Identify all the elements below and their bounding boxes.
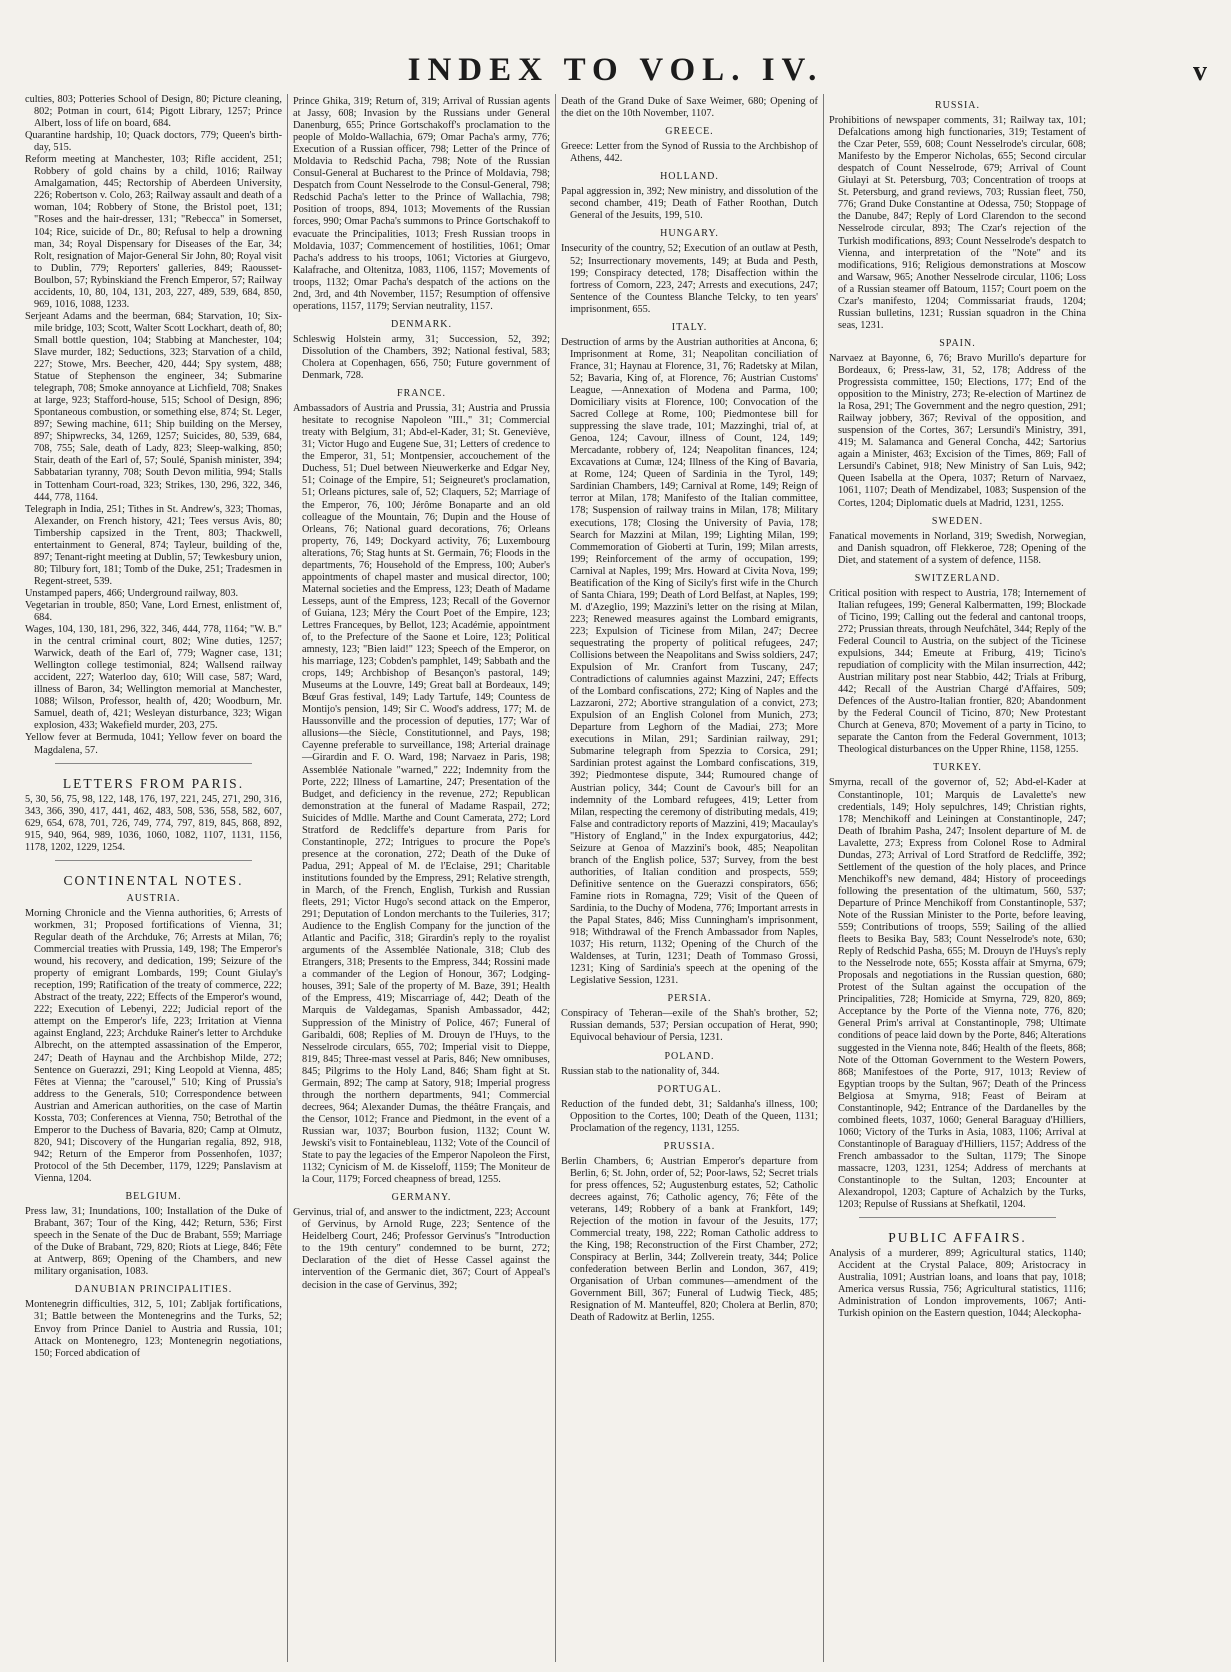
- section-divider: [859, 1217, 1056, 1218]
- heading-belgium: BELGIUM.: [125, 1191, 182, 1203]
- holland-entries: Papal aggression in, 392; New ministry, and dissolution of the second chamber, 419; Death of Father Roothan, Dutch General of the Jesuits, 199, 510.: [561, 186, 818, 222]
- heading-austria: AUSTRIA.: [126, 892, 181, 904]
- index-entry: Serjeant Adams and the beerman, 684; Starvation, 10; Six-mile bridge, 103; Scott, Walter Scott Lockhart, death of, 80; Small bottle question, 104; Stabbing at Manchester, 104; Slave murder, 182; Seductions, 323; Starvation of a child, 227; Stowe, Mrs. Beecher, 420, 444; Spy system, 488; Statue of Stephenson the engineer, 34; Submarine telegraph, 708; Smoke annoyance at Lichfield, 708; Snakes at large, 923; Stafford-house, 515; School of Design, 896; Spontaneous combustion, or something else, 874; St. Leger, 897; Sewing machine, 611; Ship building on the Mersey, 897; Shipwrecks, 34, 1269, 1257; Suicides, 80, 539, 684, 708, 755; Sale, death of Lady, 823; Sleep-walking, 850; Stair, death of the Earl of, 57; Soulé, Spanish minister, 394; Sabbatarian tyranny, 708; South Devon militia, 994; Stalls in Tottenham Court-road, 323; Strikes, 130, 296, 322, 346, 444, 778, 1164.: [25, 310, 282, 503]
- italy-entries: Destruction of arms by the Austrian authorities at Ancona, 6; Imprisonment at Rome, 31; Neapolitan conciliation of France, 31; Haynau at Florence, 31, 76; Radetsky at Milan, 52; Bavaria, King of, at Florence, 76; Austrian Customs' League, —Annexation of Modena and Parma, 100; Domiciliary visits at Florence, 100; Convocation of the Sacred College at Rome, 100; Piedmontese bill for suppressing the slave trade, 101; Mazzinghi, trial of, at Genoa, 124; Cavour, illness of Count, 124, 149; Mercadante, robbery of, 124; Neapolitan finances, 124; Excavations at Cumæ, 124; Illness of the King of Bavaria, at Rome, 124; Queen of Sardinia in the Tyrol, 149; Sardinian Chambers, 149; Carnival at Rome, 149; Reign of terror at Milan, 178; Manifesto of the Italian committee, 178; Suspension of railway trains in Milan, 178; Military executions, 178; Closing the University of Pavia, 178; Search for Mazzini at Milan, 199; Lighting Milan, 199; Commemoration of Gioberti at Turin, 199; Milan arrests, 199; Reinforcement of the army of occupation, 199; Carnival at Naples, 199; Mrs. Howard at Civita Nova, 199; Beatification of the King of Sicily's first wife in the Church of Santa Chiara, 199; Death of Lord Belfast, at Naples, 199; M. d'Azeglio, 199; Mazzini's letter on the rising at Milan, 223; Renewed measures against the Lombard emigrants, 223; Expulsion of Ticinese from Milan, 247; Decree sequestrating the property of political refugees, 247; Collisions between the Neapolitans and Swiss soldiers, 247; Expulsion of Mr. Cranfort from Tuscany, 247; Contradictions of calumnies against Mazzini, 247; Effects of the Lombard confiscations, 272; King of Naples and the Lazzaroni, 272; Abortive strangulation of a convict, 273; Expulsion of an English Colonel from Munich, 273; Departure from Leghorn of the Madiai, 273; More executions in Milan, 291; Sardinian railway, 291; Submarine telegraph from Spezzia to Corsica, 291; Sardinian protest against the Lombard confiscations, 319, 392; Piedmontese dispute, 344; Rumoured change of Austrian policy, 344; Count de Cavour's bill for an indemnity of the Lombard refugees, 419; Letter from Milan, respecting the ceremony of distributing medals, 419; False and contradictory reports of Mazzini, 419; Macaulay's "History of England," in the Index expurgatorius, 442; Seizure at Genoa of Mazzini's book, 485; Neapolitan branch of the English police, 537; Survey, from the best authorities, of Italian condition and prospects, 559; Definitive sentence on the Guerazzi conspirators, 656; Famine riots in Romagna, 729; Visit of the Queen of Sardinia, to the Duchy of Modena, 776; Important arrests in the Papal States, 846; Miss Cunningham's imprisonment, 918; Withdrawal of the French Ambassador from Naples, 1037; His return, 1132; Opening of the Church of the Waldenses, at Turin, 1231; Death of Tommaso Grossi, 1231; King of Sardinia's speech at the opening of the Legislative Session, 1231.: [561, 336, 818, 987]
- column-1: [20, 94, 287, 1662]
- sweden-entries: Fanatical movements in Norland, 319; Swedish, Norwegian, and Danish squadron, off Flekkeroe, 728; Opening of the Diet, and statement of a system of defence, 1158.: [829, 530, 1086, 566]
- spain-entries: Narvaez at Bayonne, 6, 76; Bravo Murillo's departure for Bordeaux, 6; Press-law, 31, 52, 178; Address of the Progressista committee, 150; Elections, 177; End of the opposition to the Ministry, 273; Re-election of Martinez de la Rosa, 291; The Government and the negro question, 291; Railway jobbery, 367; Revival of the opposition, and suspension of the Cortes, 367; Lersundi's Ministry, 391, 419; M. Salamanca and General Concha, 442; Sartorius again a Minister, 463; Excision of the Times, 869; Fall of Lersundi's Cabinet, 918; New Ministry of San Luis, 942; Queen Isabella at the Opera, 1037; Return of Narvaez, 1061, 1107; Death of Mendizabel, 1083; Suspension of the Cortes, 1204; Diplomatic duels at Madrid, 1231, 1255.: [829, 352, 1086, 509]
- heading-russia: RUSSIA.: [934, 100, 981, 111]
- letters-page-list: 5, 30, 56, 75, 98, 122, 148, 176, 197, 221, 245, 271, 290, 316, 343, 366, 390, 417, 441, 462, 483, 508, 536, 558, 582, 607, 629, 654, 678, 701, 726, 749, 774, 797, 819, 845, 868, 892, 915, 940, 964, 989, 1036, 1060, 1082, 1107, 1131, 1156, 1178, 1202, 1229, 1254.: [25, 793, 282, 853]
- index-entry: Wages, 104, 130, 181, 296, 322, 346, 444, 778, 1164; "W. B." in the central criminal court, 802; Wine duties, 1257; Warwick, death of the Earl of, 779; Wagner case, 131; Wellington college testimonial, 824; Wallsend railway accident, 227; Waterloo day, 610; Will case, 587; Ward, illness of Baron, 34; Wellington memorial at Manchester, 1088; Wilson, Professor, health of, 420; Woodburn, Mr. Samuel, death of, 421; Wesleyan disturbance, 323; Wigan explosion, 433; Wakefield murder, 203, 275.: [25, 624, 282, 732]
- heading-holland: HOLLAND.: [660, 171, 719, 183]
- denmark-entries: Schleswig Holstein army, 31; Succession, 52, 392; Dissolution of the Chambers, 392; National festival, 583; Cholera at Copenhagen, 656, 750; Future government of Denmark, 728.: [293, 333, 550, 382]
- france-entries: Ambassadors of Austria and Prussia, 31; Austria and Prussia hesitate to recognise Napoleon "III.," 31; Commercial treaty with Belgium, 31; Abd-el-Kader, 31; St. Geneviève, 31; Victor Hugo and Eugene Sue, 31; Letters of credence to the Emperor, 31, 51; Montpensier, accouchement of the Duchess, 51; Duel between Nieuwerkerke and Edgar Ney, 51; Coinage of the Empire, 51; Seigneuret's proclamation, 51; Orleans pictures, sale of, 52; Claquers, 52; Marriage of the Emperor, 76, 100; Jérôme Bonaparte and an old colleague of the Mountain, 76; Dupin and the House of Orleans, 76; National guard decorations, 76; Orleans property, 76, 149; Dockyard activity, 76; Luxembourg alterations, 76; Stag hunts at St. Germain, 76; Floods in the departments, 76; Household of the Empress, 100; Auber's appointments of chapel master and musical director, 100; Maternal societies and the Empress, 123; Death of Madame Lesseps, aunt of the Empress, 123; Recall of the Governor of Guiana, 123; Méry the Court Poet of the Empire, 123; Lettres Franceques, by Bellot, 123; Académie, appointment of, to the Prefecture of the Saone et Loire, 123; Political amnesty, 123; "Bien laid!" 123; Speech of the Emperor, on his marriage, 123; Cobden's pamphlet, 149; Sabbath and the crops, 149; Archbishop of Besançon's pastoral, 149; Museums at the Louvre, 149; Great ball at Bordeaux, 149; Bœuf Gras festival, 149; Lady Tartufe, 149; Countess de Montijo's pension, 149; Sir C. Wood's address, 177; M. de Haussonville and the procession of deputies, 177; War of allusions—the Siècle, Constitutionnel, and Pays, 198; Cayenne preferable to surveillance, 198; Arterial drainage—Girardin and F. O. Ward, 198; Narvaez in Paris, 198; Assemblée Nationale "warned," 222; Indemnity from the Porte, 222; Illness of Lamartine, 247; Presentation of the Budget, and deficiency in the revenue, 272; Republican demonstration at the funeral of Madame Raspail, 272; Suicides of Mdlle. Marthe and Count Camerata, 272; Lord Stratford de Redcliffe's departure from Paris for Constantinople, 272; Intrigues to procure the Pope's presence at the coronation, 272; Death of the Duke of Padua, 291; Appeal of M. de l'Eclaise, 291; Charitable institutions founded by the Empress, 291; Relative strength, in March, of the French, English, Turkish and Russian fleets, 291; Victor Hugo's second attack on the Emperor, 291; Deputation of London merchants to the Tuileries, 317; Audience to the English Company for the junction of the Atlantic and Pacific, 318; Girardin's reply to the royalist arguments of the Assemblée Nationale, 318; Club des Etrangers, 318; Presents to the Empress, 344; Rossini made a commander of the Legion of Honour, 367; Lodging-houses, 391; Sale of the property of M. Baze, 391; Health of the Empress, 419; Miscarriage of, 442; Death of the Marquis de Valdegamas, Spanish Ambassador, 442; Suppression of the Ministry of Police, 467; Funeral of Garibaldi, 608; Replies of M. Drouyn de l'Huys, to the Nesselrode circulars, 655, 702; Imperial visit to Dieppe, 819, 845; Three-mast vessel at Paris, 846; New omnibuses, 845; Pilgrims to the Holy Land, 846; Sham fight at St. Germain, 892; The camp at Satory, 918; Imperial progress through the northern departments, 941; Commercial decrees, 964; Alexander Dumas, the théâtre Français, and the Censor, 1012; France and Piedmont, in the event of a Russian war, 1037; Bourbon fusion, 1132; Count W. Jewski's visit to Fontainebleau, 1132; Vote of the Council of State to pay the legacies of the Emperor Napoleon the First, 1132; Cynicism of M. de Kisseloff, 1159; The Moniteur de la Cour, 1179; Forced cheapness of bread, 1255.: [293, 403, 550, 1186]
- heading-france: FRANCE.: [397, 388, 446, 400]
- section-divider: [55, 763, 252, 764]
- heading-prussia: PRUSSIA.: [663, 1140, 716, 1152]
- public-affairs-entries: Analysis of a murderer, 899; Agricultural statics, 1140; Accident at the Crystal Palace, 809; Aristocracy in Australia, 1091; Austrian loans, and loans that pay, 1018; America versus Russia, 756; Agricultural statistics, 1116; Administration of London improvements, 1067; Anti-Turkish opinion on the Eastern question, 1044; Aleckopha-: [829, 1248, 1086, 1320]
- heading-portugal: PORTUGAL.: [657, 1083, 722, 1095]
- heading-italy: ITALY.: [671, 321, 708, 333]
- column-3: [555, 94, 823, 1662]
- index-entry: Unstamped papers, 466; Underground railway, 803.: [25, 587, 239, 599]
- page-header: [20, 52, 1211, 92]
- heading-turkey: TURKEY.: [933, 762, 982, 774]
- index-entry: Vegetarian in trouble, 850; Vane, Lord Ernest, enlistment of, 684.: [25, 599, 282, 624]
- heading-hungary: HUNGARY.: [660, 228, 719, 240]
- poland-entries: Russian stab to the nationality of, 344.: [561, 1065, 720, 1077]
- heading-continental-notes: CONTINENTAL NOTES.: [63, 872, 244, 888]
- column-2: [287, 94, 555, 1662]
- germany-entries: Gervinus, trial of, and answer to the indictment, 223; Account of Gervinus, by Arnold Ruge, 223; Sentence of the Heidelberg Court, 246; Professor Gervinus's "Introduction to the 19th century" condemned to be burnt, 272; Declaration of the diet of Hesse Cassel against the intervention of the Germanic diet, 367; Court of Appeal's decision in the case of Gervinus, 392;: [293, 1207, 550, 1291]
- index-entry: Telegraph in India, 251; Tithes in St. Andrew's, 323; Thomas, Alexander, on French history, 421; Tees versus Avis, 80; Timbership capsized in the Trent, 803; Thackwell, entertainment to General, 874; Tayleur, building of the, 897; Tenant-right meeting at Dublin, 57; Tewkesbury union, 80; Tilbury fort, 181; Tomb of the Duke, 251; Tradesmen in Regent-street, 539.: [25, 503, 282, 587]
- portugal-entries: Reduction of the funded debt, 31; Saldanha's illness, 100; Opposition to the Cortes, 100; Death of the Queen, 1131; Proclamation of the regency, 1131, 1255.: [561, 1098, 818, 1134]
- heading-persia: PERSIA.: [667, 993, 712, 1005]
- heading-sweden: SWEDEN.: [931, 515, 984, 527]
- column-4: [823, 94, 1091, 1662]
- belgium-entries: Press law, 31; Inundations, 100; Installation of the Duke of Brabant, 367; Tour of the King, 442; Return, 536; First speech in the Senate of the Duc de Brabant, 559; Marriage of the Duke of Brabant, 729, 820; Riots at Liege, 846; Fête at Antwerp, 869; Opening of the Chambers, and new military organisation, 1083.: [25, 1206, 282, 1278]
- turkey-entries: Smyrna, recall of the governor of, 52; Abd-el-Kader at Constantinople, 101; Marquis de Lavalette's new credentials, 149; Holy sepulchres, 149; Christian rights, 178; Menchikoff and Leiningen at Constantinople, 247; Death of Ibrahim Pasha, 247; Insolent departure of M. de Lavalette, 273; Express from Colonel Rose to Admiral Dundas, 273; Arrival of Lord Stratford de Redcliffe, 392; Settlement of the question of the holy places, and Prince Menchikoff's new demand, 484; History of proceedings following the presentation of the ultimatum, 560, 537; Departure of Prince Menchikoff from Constantinople, 537; Note of the Russian Minister to the Porte, before leaving, 559; Contributions of troops, 559; Sailing of the allied fleets to Besika Bay, 583; Count Nesselrode's note, 630; Reply of Redschid Pasha, 655; M. Drouyn de l'Huys's reply to the Nesselrode note, 655; Kossta affair at Smyrna, 679; Proposals and negotiations in the Russian question, 680; Protest of the Sultan against the occupation of the Principalities, 728; Homicide at Smyrna, 729, 820, 869; Acceptance by the Porte of the Vienna note, 776, 820; General Prim's arrival at Constantinople, 798; Ultimate conditions of peace laid down by the Porte, 846; Alterations suggested in the Vienna note, 846; Health of the fleets, 868; Note of the Ottoman Government to the Western Powers, 868; Manifestoes of the Porte, 917, 1013; Review of Egyptian troops by the Sultan, 967; Death of the Princess Belgiosa at Smyrna, 918; Feast of Beiram at Constantinople, 942; Entrance of the Dardanelles by the combined fleets, 1037, 1060; General Baraguay d'Hilliers, 1060; Victory of the Turks in Asia, 1083, 1106; Arrival at Constantinople of Baraguay d'Hilliers, 1157; Address of the French ambassador to the Sultan, 1179; The Sinope massacre, 1203, 1231, 1254; Address of merchants at Constantinople to the Sultan, 1203; Encounter at Alexandropol, 1203; Capture of Achalzich by the Turks, 1203; Repulse of Russians at Shefkatil, 1204.: [829, 777, 1086, 1211]
- heading-danubian-principalities: DANUBIAN PRINCIPALITIES.: [74, 1284, 233, 1296]
- page-number: v: [1193, 56, 1207, 87]
- greece-entries: Greece: Letter from the Synod of Russia to the Archbishop of Athens, 442.: [561, 141, 818, 165]
- index-entry: culties, 803; Potteries School of Design, 80; Picture cleaning, 802; Potman in court, 614; Pigott Library, 1257; Prince Albert, loss of life on board, 684.: [25, 94, 282, 130]
- section-divider: [55, 860, 252, 861]
- index-entry: Quarantine hardship, 10; Quack doctors, 779; Queen's birth-day, 515.: [25, 130, 282, 154]
- germany-entries-continued: Death of the Grand Duke of Saxe Weimer, 680; Opening of the diet on the 10th November, 1107.: [561, 96, 818, 120]
- heading-poland: POLAND.: [664, 1050, 715, 1062]
- russia-entries: Prohibitions of newspaper comments, 31; Railway tax, 101; Defalcations among high functionaries, 319; Testament of the Czar Peter, 559, 608; Count Nesselrode's circular, 608; Manifesto by the Emperor Nicholas, 655; Second circular despatch of Count Nesselrode, 679; Arrival of Count Giulayi at St. Petersburg, 703; Concentration of troops at St. Petersburg, and grand reviews, 703; Russian fleet, 750, 776; Grand Duke Constantine at Odessa, 750; Stoppage of the Danube, 847; Reply of Lord Clarendon to the second Nesselrode circular, 893; The Czar's rejection of the Turkish modifications, 893; Count Nesselrode's despatch to Vienna, and interpretation of the "Note" and its modifications, 916; Religious demonstrations at Moscow and Warsaw, 965; Another Nesselrode circular, 1106; Loss of a Russian steamer off Batoum, 1157; Court poem on the Czar's manifesto, 1204; Commissariat frauds, 1204; Russian bulletins, 1231; Russian squadron in the China seas, 1231.: [829, 115, 1086, 331]
- heading-letters-from-paris: LETTERS FROM PARIS.: [62, 775, 245, 791]
- persia-entries: Conspiracy of Teheran—exile of the Shah's brother, 52; Russian demands, 537; Persian occupation of Herat, 990; Equivocal behaviour of Persia, 1231.: [561, 1008, 818, 1044]
- heading-switzerland: SWITZERLAND.: [914, 572, 1001, 584]
- index-entry: Reform meeting at Manchester, 103; Rifle accident, 251; Robbery of gold chains by a child, 1016; Railway Amalgamation, 445; Rectorship of Aberdeen University, 226; Robertson v. Colo, 263; Railway assault and death of a woman, 104; Robbery of Stone, the Bristol poet, 131; "Roses and the hair-dresser, 131; "Rebecca" in Somerset, 104; Rice, suicide of Dr., 80; Refusal to help a drowning man, 34; Royal Dispensary for Diseases of the Ear, 34; Rolt, resignation of Major-General Sir John, 80; Royal visit to Dublin, 779; Reporters' galleries, 849; Raousset-Boulbon, 57; Rybinskiand the French Emperor, 57; Railway accidents, 10, 80, 104, 131, 203, 227, 489, 539, 684, 850, 969, 1016, 1088, 1233.: [25, 154, 282, 310]
- index-columns: [20, 94, 1211, 1662]
- hungary-entries: Insecurity of the country, 52; Execution of an outlaw at Pesth, 52; Insurrectionary movements, 149; at Buda and Pesth, 199; Conspiracy detected, 178; Disaffection within the fortress of Comorn, 223, 247; Arrests and executions, 247; Sentence of the Countess Blanche Telcky, to ten years' imprisonment, 655.: [561, 243, 818, 315]
- heading-denmark: DENMARK.: [390, 318, 453, 330]
- danubian-entries: Montenegrin difficulties, 312, 5, 101; Zabljak fortifications, 31; Battle between the Montenegrins and the Turks, 52; Envoy from Prince Daniel to Austria and Russia, 101; Attack on Montenegro, 123; Montenegrin negotiations, 150; Forced abdication of: [25, 1299, 282, 1359]
- index-entry: Yellow fever at Bermuda, 1041; Yellow fever on board the Magdalena, 57.: [25, 732, 282, 756]
- switzerland-entries: Critical position with respect to Austria, 178; Internement of Italian refugees, 199; General Kalbermatten, 199; Blockade of Ticino, 199; Calling out the federal and cantonal troops, 272; Prussian threats, through Neufchâtel, 344; Reply of the Federal Council to Austria, on the subject of the Ticinese expulsions, 344; Emeute at Friburg, 419; Ticino's repudiation of complicity with the Milan insurrection, 442; Austrian military post near Stabbio, 442; Trials at Friburg, 442; Recall of the Austrian Chargé d'Affaires, 509; Defences of the Austro-Italian frontier, 820; Abandonment by the Federal Council of Ticino, 870; New Protestant Church at Geneva, 870; Movement of a party in Ticino, to separate the Canton from the Federal Government, 1013; Theological disturbances on the Upper Rhine, 1158, 1255.: [829, 587, 1086, 756]
- danubian-entries-continued: Prince Ghika, 319; Return of, 319; Arrival of Russian agents at Jassy, 608; Invasion by the Russians under General Danenburg, 655; Prince Gortschakoff's proclamation to the people of Moldo-Wallachia, 679; Omar Pacha's army, 776; Execution of a Russian officer, 798; Letter of the Prince of Moldavia to Redschid Pacha, 798; Note of the Russian Consul-General at Bucharest to the Prince of Moldavia, 798; Despatch from Count Nesselrode to the Consul-General, 798; Redschid Pacha's letter to the Prince of Wallachia, 798; Position of troops, 894, 1013; Movements of the Russian forces, 990; Omar Pacha's summons to Prince Gortschakoff to evacuate the Principalities, 1013; Fresh Russian troops in Moldavia, 1037; Commencement of hostilities, 1061; Omar Pacha's address to his troops, 1061; Victories at Giurgevo, Kalafrache, and Oltenitza, 1083, 1106, 1157; Movements of troops, 1132; Omar Pacha's despatch of the actions on the 2nd, 3rd, and 4th November, 1157; Resumption of offensive operations, 1157, 1179; Servian neutrality, 1157.: [293, 96, 550, 312]
- heading-greece: GREECE.: [665, 126, 714, 138]
- heading-spain: SPAIN.: [939, 337, 976, 349]
- heading-germany: GERMANY.: [391, 1192, 452, 1204]
- heading-public-affairs: PUBLIC AFFAIRS.: [888, 1230, 1027, 1246]
- page-title: INDEX TO VOL. IV.: [407, 52, 824, 88]
- austria-entries: Morning Chronicle and the Vienna authorities, 6; Arrests of workmen, 31; Proposed fortifications of Vienna, 31; Regular death of the Archduke, 76; Arrests at Milan, 76; Commercial treaties with Prussia, 149, 198; The Emperor's wound, his recovery, and dedication, 199; Seizure of the property of emigrant Lombards, 199; Count Giulay's reception, 199; Ratification of the treaty of commerce, 222; Abstract of the treaty, 222; Effects of the Emperor's wound, 222; Execution of Lebenyi, 222; Judicial report of the attempt on the Emperor's life, 223; Irritation at Vienna against England, 223; Archduke Rainer's letter to Archduke Albrecht, on the attempted assassination of the Emperor, 247; Death of Haynau and the Archbishop Milde, 272; Sentence on Guerazzi, 291; King Leopold at Vienna, 485; Fêtes at Vienna; the "carousel," 510; King of Prussia's address to the Generals, 510; Correspondence between Austrian and American authorities, on the case of Martin Kossta, 703; Conferences at Vienna, 750; Betrothal of the Emperor to the Duchess of Bavaria, 820; Camp at Olmutz, 820, 941; Discovery of the Hungarian regalia, 892, 918, 942; Return of the Emperor from Possenhofen, 1037; Protocol of the 5th December, 1179, 1229; Panslavism at Vienna, 1204.: [25, 907, 282, 1184]
- prussia-entries: Berlin Chambers, 6; Austrian Emperor's departure from Berlin, 6; St. John, order of, 52; Poor-laws, 52; Secret trials for press offences, 52; Augustenburg estates, 52; Catholic decrees against, 76; Catholic agency, 76; Fête of the veterans, 149; Robbery of a bank at Frankfort, 149; Rejection of the motion in favour of the Jesuits, 177; Commercial treaty, 198, 222; Roman Catholic address to the King, 198; Reconstruction of the First Chamber, 272; Conspiracy at Berlin, 344; Zollverein treaty, 344; Police confederation between Berlin and London, 367, 419; Organisation of Urban communes—amendment of the Government Bill, 367; Funeral of Ludwig Tieck, 485; Resignation of M. Manteuffel, 820; Cholera at Berlin, 870; Death of Radowitz at Berlin, 1255.: [561, 1155, 818, 1324]
